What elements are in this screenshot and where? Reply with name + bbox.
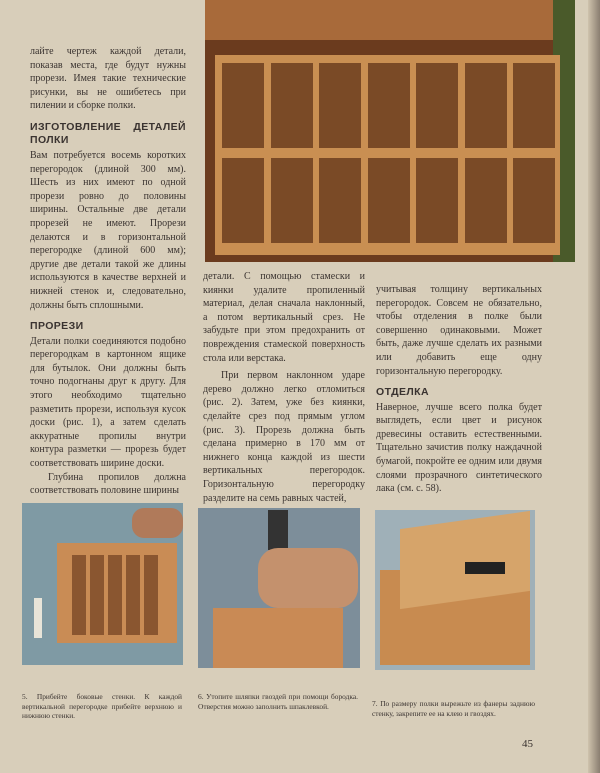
step-5-photo <box>22 503 183 665</box>
shelf-photo <box>205 0 575 262</box>
shelf-compartment <box>465 158 507 243</box>
shelf-compartment <box>513 158 555 243</box>
paragraph: Наверное, лучше всего полка будет выглядеть, если цвет и рисунок древесины оставить естественными. Тщательно зачистив полку наждачной бумагой, покройте ее одним или двумя слоями прозрачного синтетического лака (см. с. 58). <box>376 401 542 495</box>
shelf-compartment <box>465 63 507 148</box>
shelf-compartment <box>368 158 410 243</box>
paragraph: Вам потребуется восемь коротких перегородок (длиной 300 мм). Шесть из них имеют по одной прорези ровно до половины ширины. Остальные две детали прорезей не имеют. Прорези делаются и в горизонтальной перегородке (длиной 600 мм); другие две детали такой же длины используются в качестве верхней и нижней стенок и, следовательно, должны быть сплошными. <box>30 149 186 311</box>
heading-making-parts: ИЗГОТОВЛЕНИЕ ДЕТАЛЕЙ ПОЛКИ <box>30 120 186 147</box>
shelf-compartment <box>222 63 264 148</box>
text-column-3 <box>376 283 542 496</box>
text-column-1 <box>30 45 186 498</box>
caption-7: 7. По размеру полки вырежьте из фанеры заднюю стенку, закрепите ее на клею и гвоздях. <box>372 699 535 718</box>
page-number: 45 <box>522 738 533 750</box>
shelf-compartment <box>271 63 313 148</box>
paragraph: детали. С помощью стамески и киянки удалите пропиленный материал, делая сначала наклонный, а потом вертикальный срез. Не забудьте при этом предохранить от повреждения стамеской поверхность стола или верстака. <box>203 271 365 364</box>
shelf-compartment <box>319 158 361 243</box>
shelf-compartment <box>271 158 313 243</box>
shelf-compartment <box>416 158 458 243</box>
shelf-compartment <box>368 63 410 148</box>
shelf-compartment <box>513 63 555 148</box>
paragraph: учитывая толщину вертикальных перегородок. Совсем не обязательно, чтобы отделения в полке были совершенно одинаковыми. Может быть, даже лучше сделать их разными или добавить еще одну горизонтальную перегородку. <box>376 284 542 377</box>
page-binding-edge <box>588 0 600 773</box>
intro-paragraph: лайте чертеж каждой детали, показав места, где будут нужны прорези. Имея такие технические рисунки, вы не ошибетесь при пилении и сборке полки. <box>30 46 186 112</box>
step-6-photo <box>198 508 360 668</box>
caption-6: 6. Утопите шляпки гвоздей при помощи бородка. Отверстия можно заполнить шпаклевкой. <box>198 692 358 711</box>
shelf-compartment <box>222 158 264 243</box>
heading-slots: ПРОРЕЗИ <box>30 320 84 333</box>
text-column-2 <box>203 270 365 505</box>
shelf-compartment <box>319 63 361 148</box>
step-7-photo <box>375 510 535 670</box>
shelf-compartment <box>416 63 458 148</box>
paragraph: Детали полки соединяются подобно перегородкам в картонном ящике для бутылок. Они должны быть точно подогнаны друг к другу. Для этого необходимо тщательно разметить прорези, используя кусок доски (рис. 1), а затем сделать аккуратные пропилы внутри контура разметки — прорезь будет соответствовать ширине доски. <box>30 335 186 469</box>
paragraph: Глубина пропилов должна соответствовать половине ширины <box>30 471 186 497</box>
caption-5: 5. Прибейте боковые стенки. К каждой вертикальной перегородке прибейте верхнюю и нижнюю стенки. <box>22 692 182 720</box>
heading-finishing: ОТДЕЛКА <box>376 386 429 399</box>
paragraph: При первом наклонном ударе дерево должно легко отломиться (рис. 2). Затем, уже без киянки, сделайте срез под прямым углом (рис. 3). Прорезь должна быть сделана примерно в 170 мм от нижнего конца каждой из шести вертикальных перегородок. Горизонтальную перегородку разделите на семь равных частей, <box>203 370 365 504</box>
